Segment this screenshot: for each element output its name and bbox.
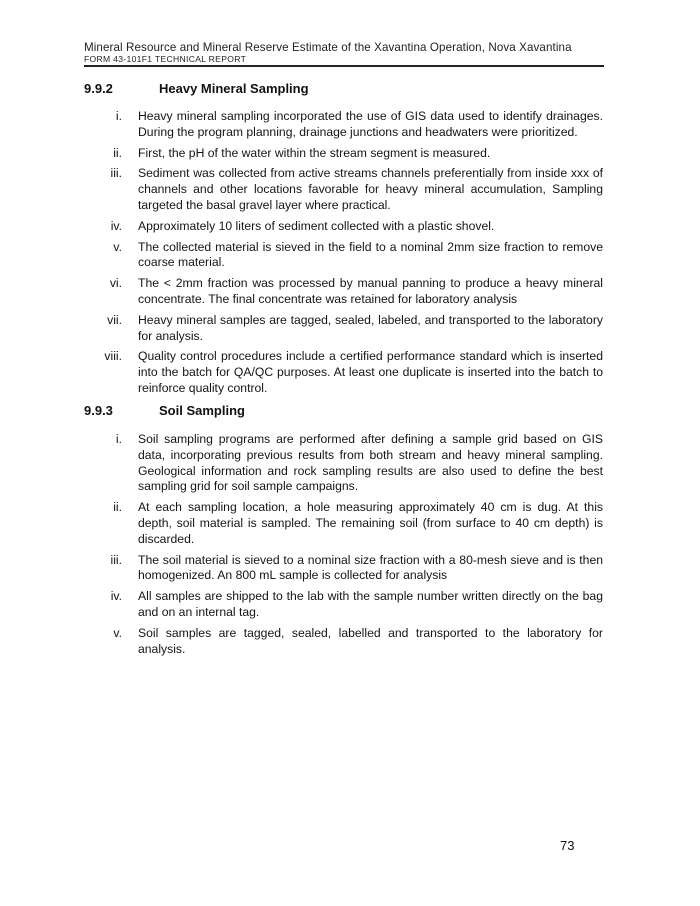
list-numeral: iii.	[110, 166, 122, 181]
list-numeral: i.	[115, 432, 122, 446]
list-numeral: v.	[113, 625, 122, 640]
list-numeral: vii.	[107, 312, 122, 327]
section-number: 9.9.3	[84, 403, 113, 418]
list-item-text: Heavy mineral sampling incorporated the use of GIS data used to identify drainages. During the program planning, drainage junctions and headwaters were prioritized.	[138, 109, 603, 139]
list-numeral: iii.	[110, 552, 122, 567]
list-numeral: v.	[113, 239, 122, 254]
list-item-text: At each sampling location, a hole measuring approximately 40 cm is dug. At this depth, soil material is sampled. The remaining soil (from surface to 40 cm depth) is discarded.	[138, 500, 603, 546]
list-item	[84, 500, 603, 547]
section-number: 9.9.2	[84, 81, 113, 96]
list-numeral: vi.	[109, 276, 122, 291]
list-item-text: Quality control procedures include a certified performance standard which is inserted into the batch for QA/QC purposes. At least one duplicate is inserted into the batch to reinforce quality control.	[138, 349, 603, 395]
list-item	[84, 626, 603, 658]
heavy-mineral-sampling-list	[84, 109, 603, 397]
list-item-text: Sediment was collected from active streams channels preferentially from inside xxx of channels and other locations favorable for heavy mineral accumulation, Sampling targeted the basal gravel layer where practical.	[138, 166, 603, 212]
list-item	[84, 240, 603, 272]
list-numeral: viii.	[104, 349, 122, 364]
list-item	[84, 109, 603, 141]
list-numeral: ii.	[113, 500, 122, 515]
section-title: Heavy Mineral Sampling	[159, 81, 309, 96]
list-numeral: i.	[115, 109, 122, 123]
list-item-text: Soil samples are tagged, sealed, labelled and transported to the laboratory for analysis.	[138, 625, 603, 656]
list-item	[84, 276, 603, 308]
list-numeral: iv.	[110, 218, 122, 233]
list-item	[84, 146, 603, 162]
page-number: 73	[560, 838, 575, 853]
running-header	[84, 41, 604, 64]
list-numeral: iv.	[110, 589, 122, 604]
list-item	[84, 219, 603, 235]
list-item-text: The < 2mm fraction was processed by manual panning to produce a heavy mineral concentrate. The final concentrate was retained for laboratory analysis	[138, 276, 603, 306]
list-item-text: The soil material is sieved to a nominal size fraction with a 80-mesh sieve and is then homogenized. An 800 mL sample is collected for analysis	[138, 552, 603, 583]
section-title: Soil Sampling	[159, 403, 245, 418]
report-form-subtitle: FORM 43-101F1 TECHNICAL REPORT	[84, 54, 247, 64]
section-heading-9-9-3	[84, 403, 245, 419]
section-heading-9-9-2	[84, 81, 309, 97]
report-title: Mineral Resource and Mineral Reserve Estimate of the Xavantina Operation, Nova Xavantina	[84, 41, 572, 54]
list-item	[84, 166, 603, 213]
soil-sampling-list	[84, 432, 603, 657]
list-item-text: Heavy mineral samples are tagged, sealed, labeled, and transported to the laboratory for analysis.	[138, 312, 603, 343]
list-item	[84, 589, 603, 621]
list-item-text: First, the pH of the water within the stream segment is measured.	[138, 145, 491, 160]
list-item-text: All samples are shipped to the lab with the sample number written directly on the bag and on an internal tag.	[138, 589, 603, 619]
list-item	[84, 349, 603, 396]
list-item-text: Soil sampling programs are performed after defining a sample grid based on GIS data, incorporating previous results from both stream and heavy mineral sampling. Geological information and rock sampling results are also used to define the best sampling grid for soil sample campaigns.	[138, 432, 603, 494]
list-item-text: Approximately 10 liters of sediment collected with a plastic shovel.	[138, 218, 495, 233]
list-item	[84, 313, 603, 345]
list-item	[84, 553, 603, 585]
list-item-text: The collected material is sieved in the field to a nominal 2mm size fraction to remove coarse material.	[138, 239, 603, 270]
header-divider	[84, 65, 604, 67]
list-numeral: ii.	[113, 145, 122, 160]
list-item	[84, 432, 603, 495]
